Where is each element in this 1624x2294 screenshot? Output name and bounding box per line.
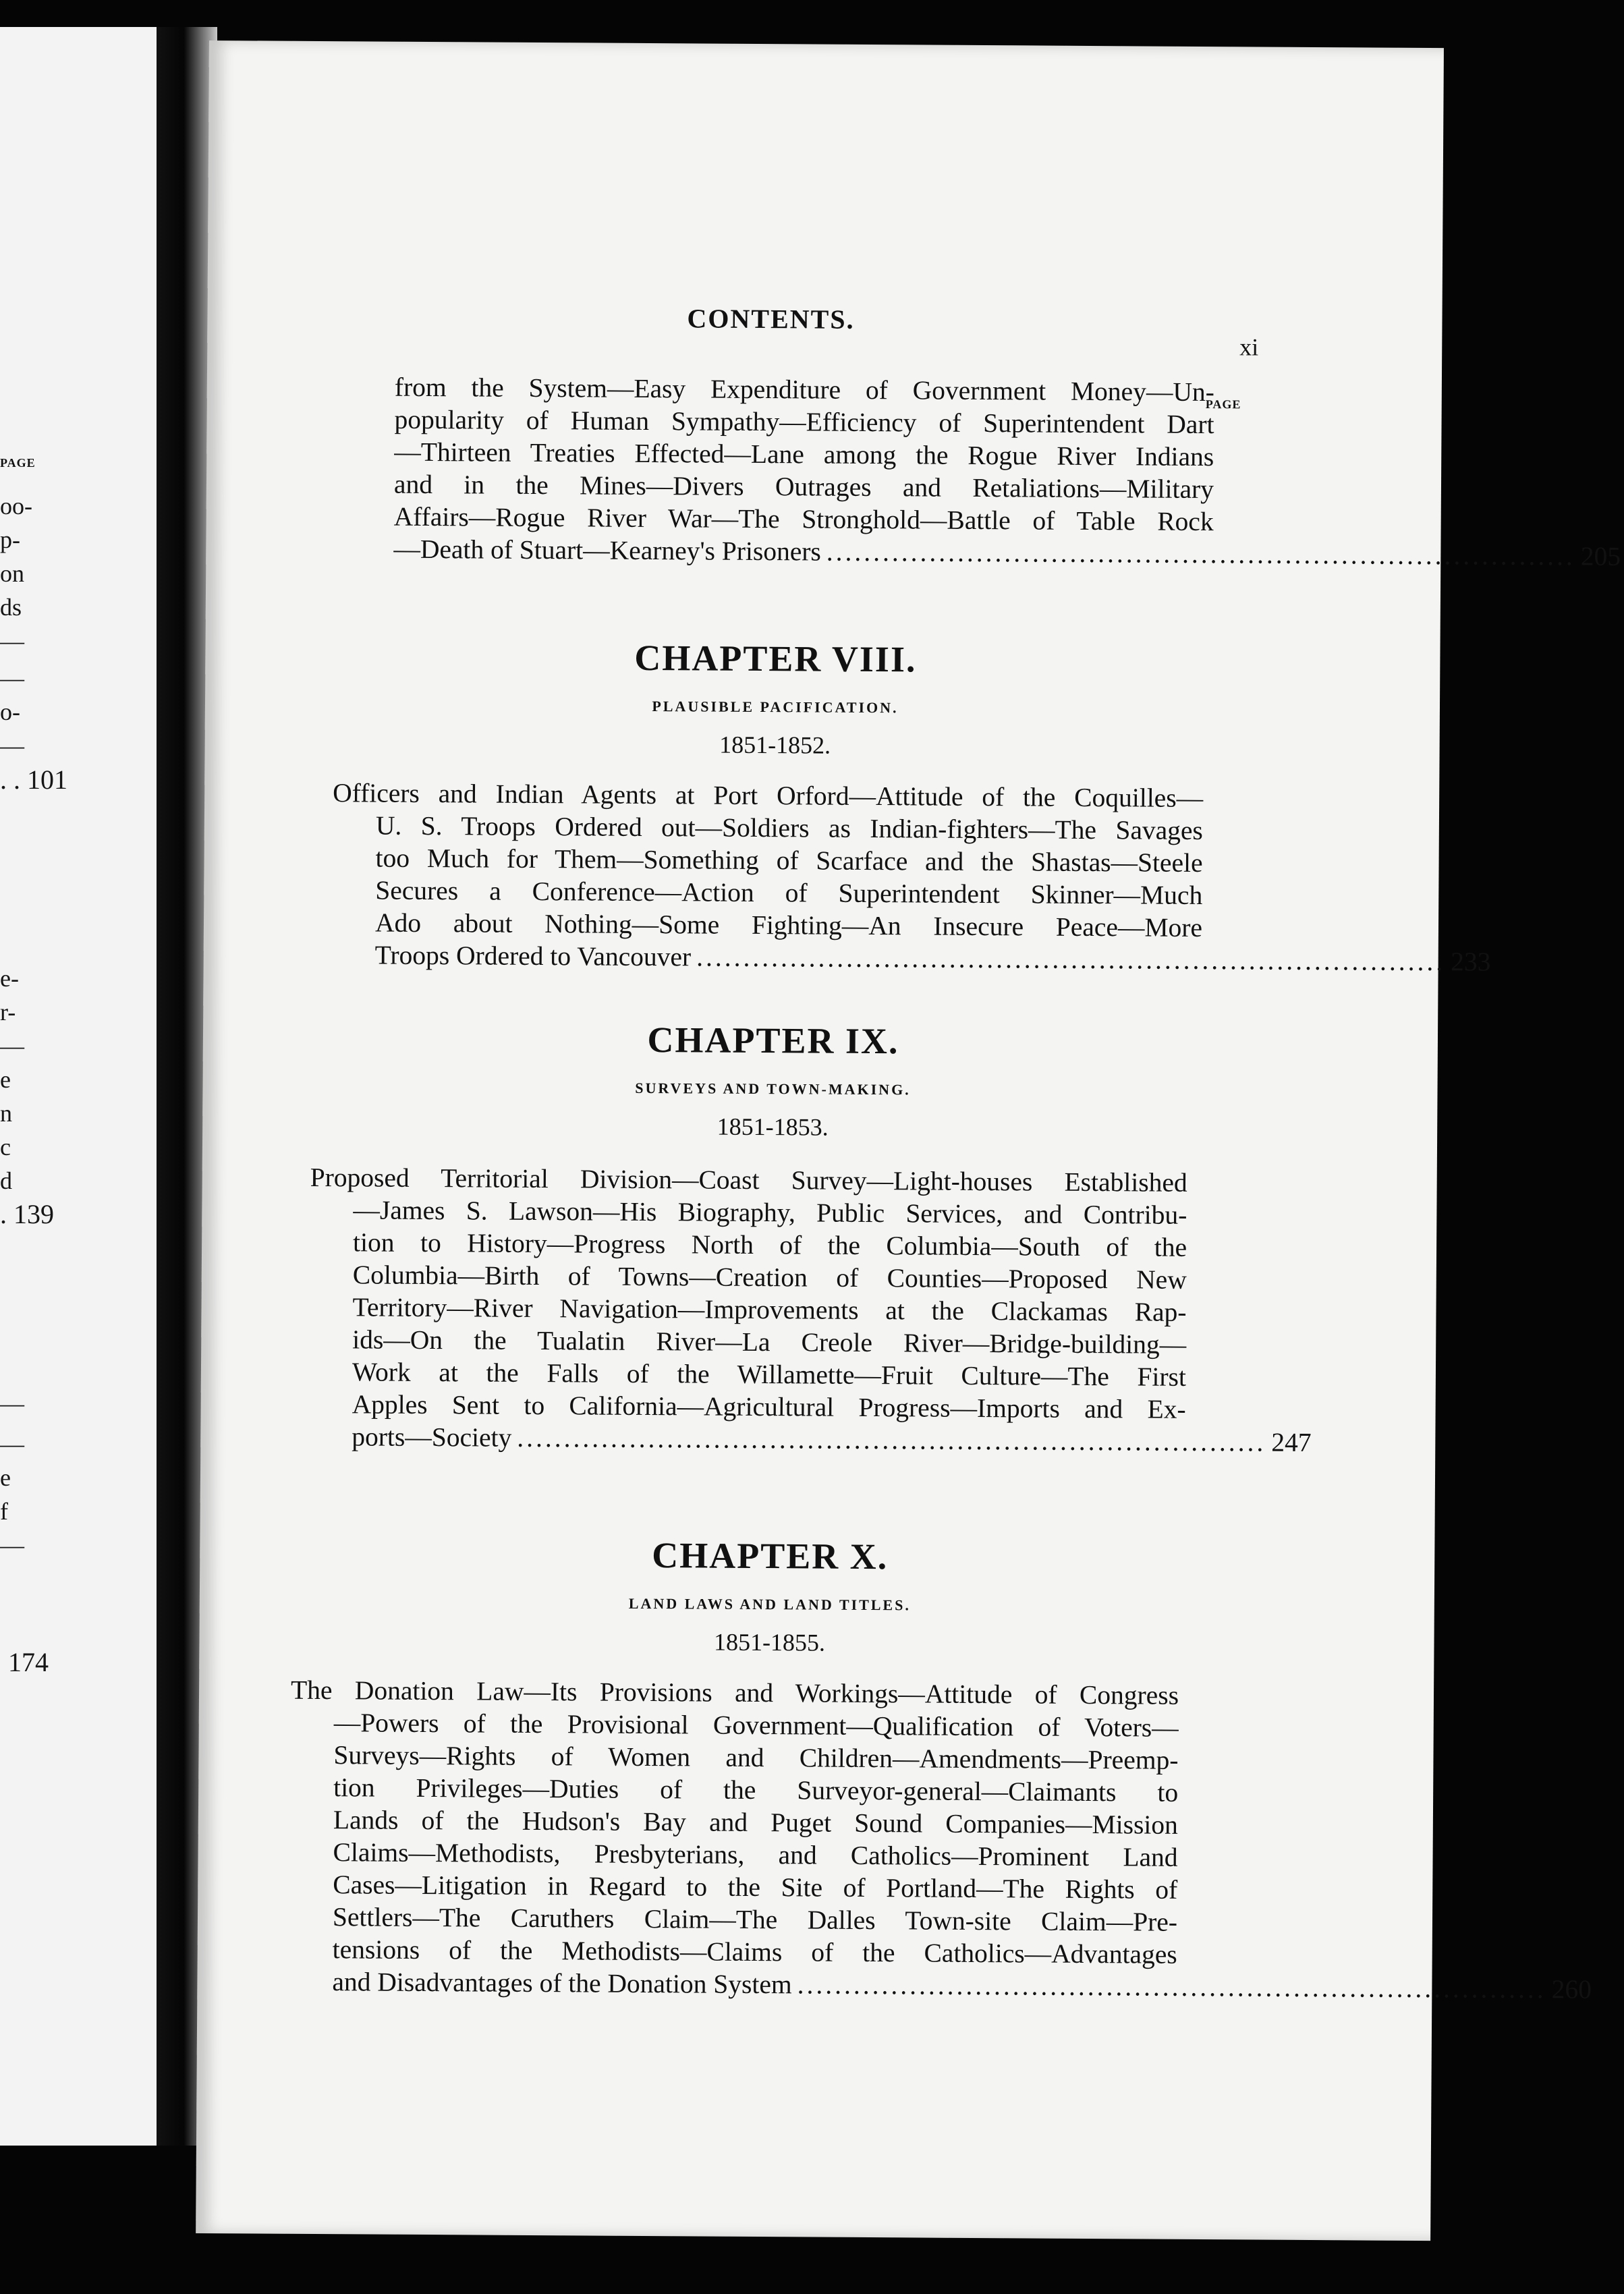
contents-page bbox=[196, 40, 1621, 2241]
dot-leader: ................................................................................ bbox=[696, 942, 1446, 977]
entry-line: Secures a Conference—Action of Superintendent Skinner—Much bbox=[375, 875, 1203, 911]
page-number: 247 bbox=[1271, 1427, 1312, 1458]
left-fragment: — bbox=[0, 627, 24, 654]
chapter-heading bbox=[199, 1532, 1434, 1660]
chapter-subtitle: LAND LAWS AND LAND TITLES. bbox=[628, 1594, 911, 1614]
left-fragment: oo- bbox=[0, 493, 32, 520]
page-number: 205 bbox=[1580, 541, 1621, 571]
entry-last-line bbox=[308, 1420, 1312, 1458]
left-fragment: — bbox=[0, 732, 24, 759]
left-fragment: n bbox=[0, 1100, 12, 1127]
left-fragment: on bbox=[0, 560, 24, 587]
entry-line: —Death of Stuart—Kearney's Prisoners bbox=[393, 534, 822, 567]
entry-line: —Powers of the Provisional Government—Qualification of Voters— bbox=[333, 1708, 1179, 1743]
chapter-years: 1851-1852. bbox=[719, 731, 831, 759]
entry-line: from the System—Easy Expenditure of Government Money—Un- bbox=[394, 372, 1214, 408]
left-fragment: e bbox=[0, 1464, 11, 1491]
chapter-title: CHAPTER IX. bbox=[647, 1019, 899, 1062]
entry-last-line bbox=[289, 1965, 1592, 2005]
chapter-summary bbox=[332, 777, 1491, 977]
left-fragment: r- bbox=[0, 999, 16, 1026]
left-fragment: c bbox=[0, 1134, 11, 1160]
entry-line: popularity of Human Sympathy—Efficiency of Superintendent Dart bbox=[394, 404, 1214, 440]
entry-line: tensions of the Methodists—Claims of the Catholics—Advantages bbox=[332, 1934, 1177, 1969]
left-fragment: — bbox=[0, 1032, 24, 1059]
entry-line: Surveys—Rights of Women and Children—Amendments—Preemp- bbox=[333, 1740, 1179, 1775]
chapter-years: 1851-1855. bbox=[713, 1628, 826, 1656]
left-fragment: p- bbox=[0, 526, 20, 553]
entry-line: Work at the Falls of the Willamette—Fruit Culture—The First bbox=[352, 1357, 1187, 1392]
left-fragment: e bbox=[0, 1066, 11, 1093]
dot-leader: ................................................................................ bbox=[826, 536, 1576, 571]
entry-line: Claims—Methodists, Presbyterians, and Catholics—Prominent Land bbox=[333, 1837, 1178, 1872]
entry-last-line bbox=[332, 939, 1491, 977]
running-head: CONTENTS. bbox=[687, 303, 855, 335]
dot-leader: ................................................................................ bbox=[517, 1422, 1266, 1457]
entry-line: Ado about Nothing—Some Fighting—An Insecure Peace—More bbox=[374, 907, 1203, 943]
page-number: 233 bbox=[1451, 947, 1491, 977]
folio: xi bbox=[1239, 333, 1259, 361]
entry-line: and in the Mines—Divers Outrages and Retaliations—Military bbox=[393, 469, 1214, 505]
chapter-subtitle: PLAUSIBLE PACIFICATION. bbox=[652, 698, 899, 717]
chapter-heading bbox=[202, 1016, 1438, 1145]
entry-line: too Much for Them—Something of Scarface and the Shastas—Steele bbox=[375, 843, 1203, 878]
chapter-summary bbox=[289, 1674, 1592, 2005]
entry-line: —James S. Lawson—His Biography, Public Services, and Contribu- bbox=[353, 1195, 1187, 1230]
entry-line: Troops Ordered to Vancouver bbox=[374, 940, 692, 972]
entry-line: Columbia—Birth of Towns—Creation of Counties—Proposed New bbox=[352, 1260, 1187, 1295]
previous-page-fragment bbox=[0, 27, 157, 2146]
chapter-title: CHAPTER VIII. bbox=[634, 637, 917, 680]
left-fragment: — bbox=[0, 1532, 24, 1559]
entry-line: Lands of the Hudson's Bay and Puget Sound Companies—Mission bbox=[333, 1805, 1179, 1840]
left-fragment: — bbox=[0, 1390, 24, 1417]
entry-line: Territory—River Navigation—Improvements at the Clackamas Rap- bbox=[352, 1292, 1187, 1327]
left-page-number: . 139 bbox=[0, 1199, 54, 1229]
entry-line: ports—Society bbox=[352, 1422, 512, 1453]
page-number: 260 bbox=[1551, 1974, 1592, 2005]
entry-line: tion to History—Progress North of the Columbia—South of the bbox=[352, 1227, 1187, 1262]
left-page-number: 174 bbox=[8, 1647, 49, 1677]
entry-line: Proposed Territorial Division—Coast Survey—Light-houses Established bbox=[310, 1162, 1187, 1198]
entry-line: ids—On the Tualatin River—La Creole River—Bridge-building— bbox=[352, 1324, 1187, 1360]
page-column-label: PAGE bbox=[1205, 397, 1241, 412]
dot-leader: ................................................................................ bbox=[797, 1969, 1546, 2005]
entry-line: —Thirteen Treaties Effected—Lane among the Rogue River Indians bbox=[394, 437, 1214, 472]
chapter-heading bbox=[205, 634, 1440, 763]
left-fragment: — bbox=[0, 665, 24, 692]
chapter-subtitle: SURVEYS AND TOWN-MAKING. bbox=[635, 1079, 911, 1098]
entry-last-line bbox=[393, 533, 1621, 571]
entry-line: Cases—Litigation in Regard to the Site of Portland—The Rights of bbox=[333, 1870, 1178, 1905]
left-page-number: . . 101 bbox=[0, 764, 67, 795]
entry-line: Affairs—Rogue River War—The Stronghold—Battle of Table Rock bbox=[393, 501, 1214, 537]
left-fragment: f bbox=[0, 1498, 8, 1525]
left-fragment: d bbox=[0, 1167, 12, 1194]
chapter-title: CHAPTER X. bbox=[652, 1535, 889, 1577]
chapter-summary bbox=[308, 1161, 1312, 1458]
left-fragment: o- bbox=[0, 698, 20, 725]
entry-line: tion Privileges—Duties of the Surveyor-general—Claimants to bbox=[333, 1772, 1179, 1808]
entry-line: The Donation Law—Its Provisions and Workings—Attitude of Congress bbox=[290, 1675, 1179, 1710]
entry-line: Apples Sent to California—Agricultural Progress—Imports and Ex- bbox=[352, 1389, 1186, 1424]
entry-line: Officers and Indian Agents at Port Orford—Attitude of the Coquilles— bbox=[333, 778, 1204, 814]
entry-line: and Disadvantages of the Donation System bbox=[332, 1967, 792, 2000]
left-fragment: — bbox=[0, 1430, 24, 1457]
left-fragment: e- bbox=[0, 965, 19, 992]
entry-line: Settlers—The Caruthers Claim—The Dalles Town-site Claim—Pre- bbox=[332, 1902, 1178, 1937]
left-page-label: PAGE bbox=[0, 456, 36, 470]
chapter-years: 1851-1853. bbox=[717, 1113, 829, 1141]
left-fragment: ds bbox=[0, 594, 22, 621]
entry-line: U. S. Troops Ordered out—Soldiers as Indian-fighters—The Savages bbox=[375, 810, 1204, 846]
